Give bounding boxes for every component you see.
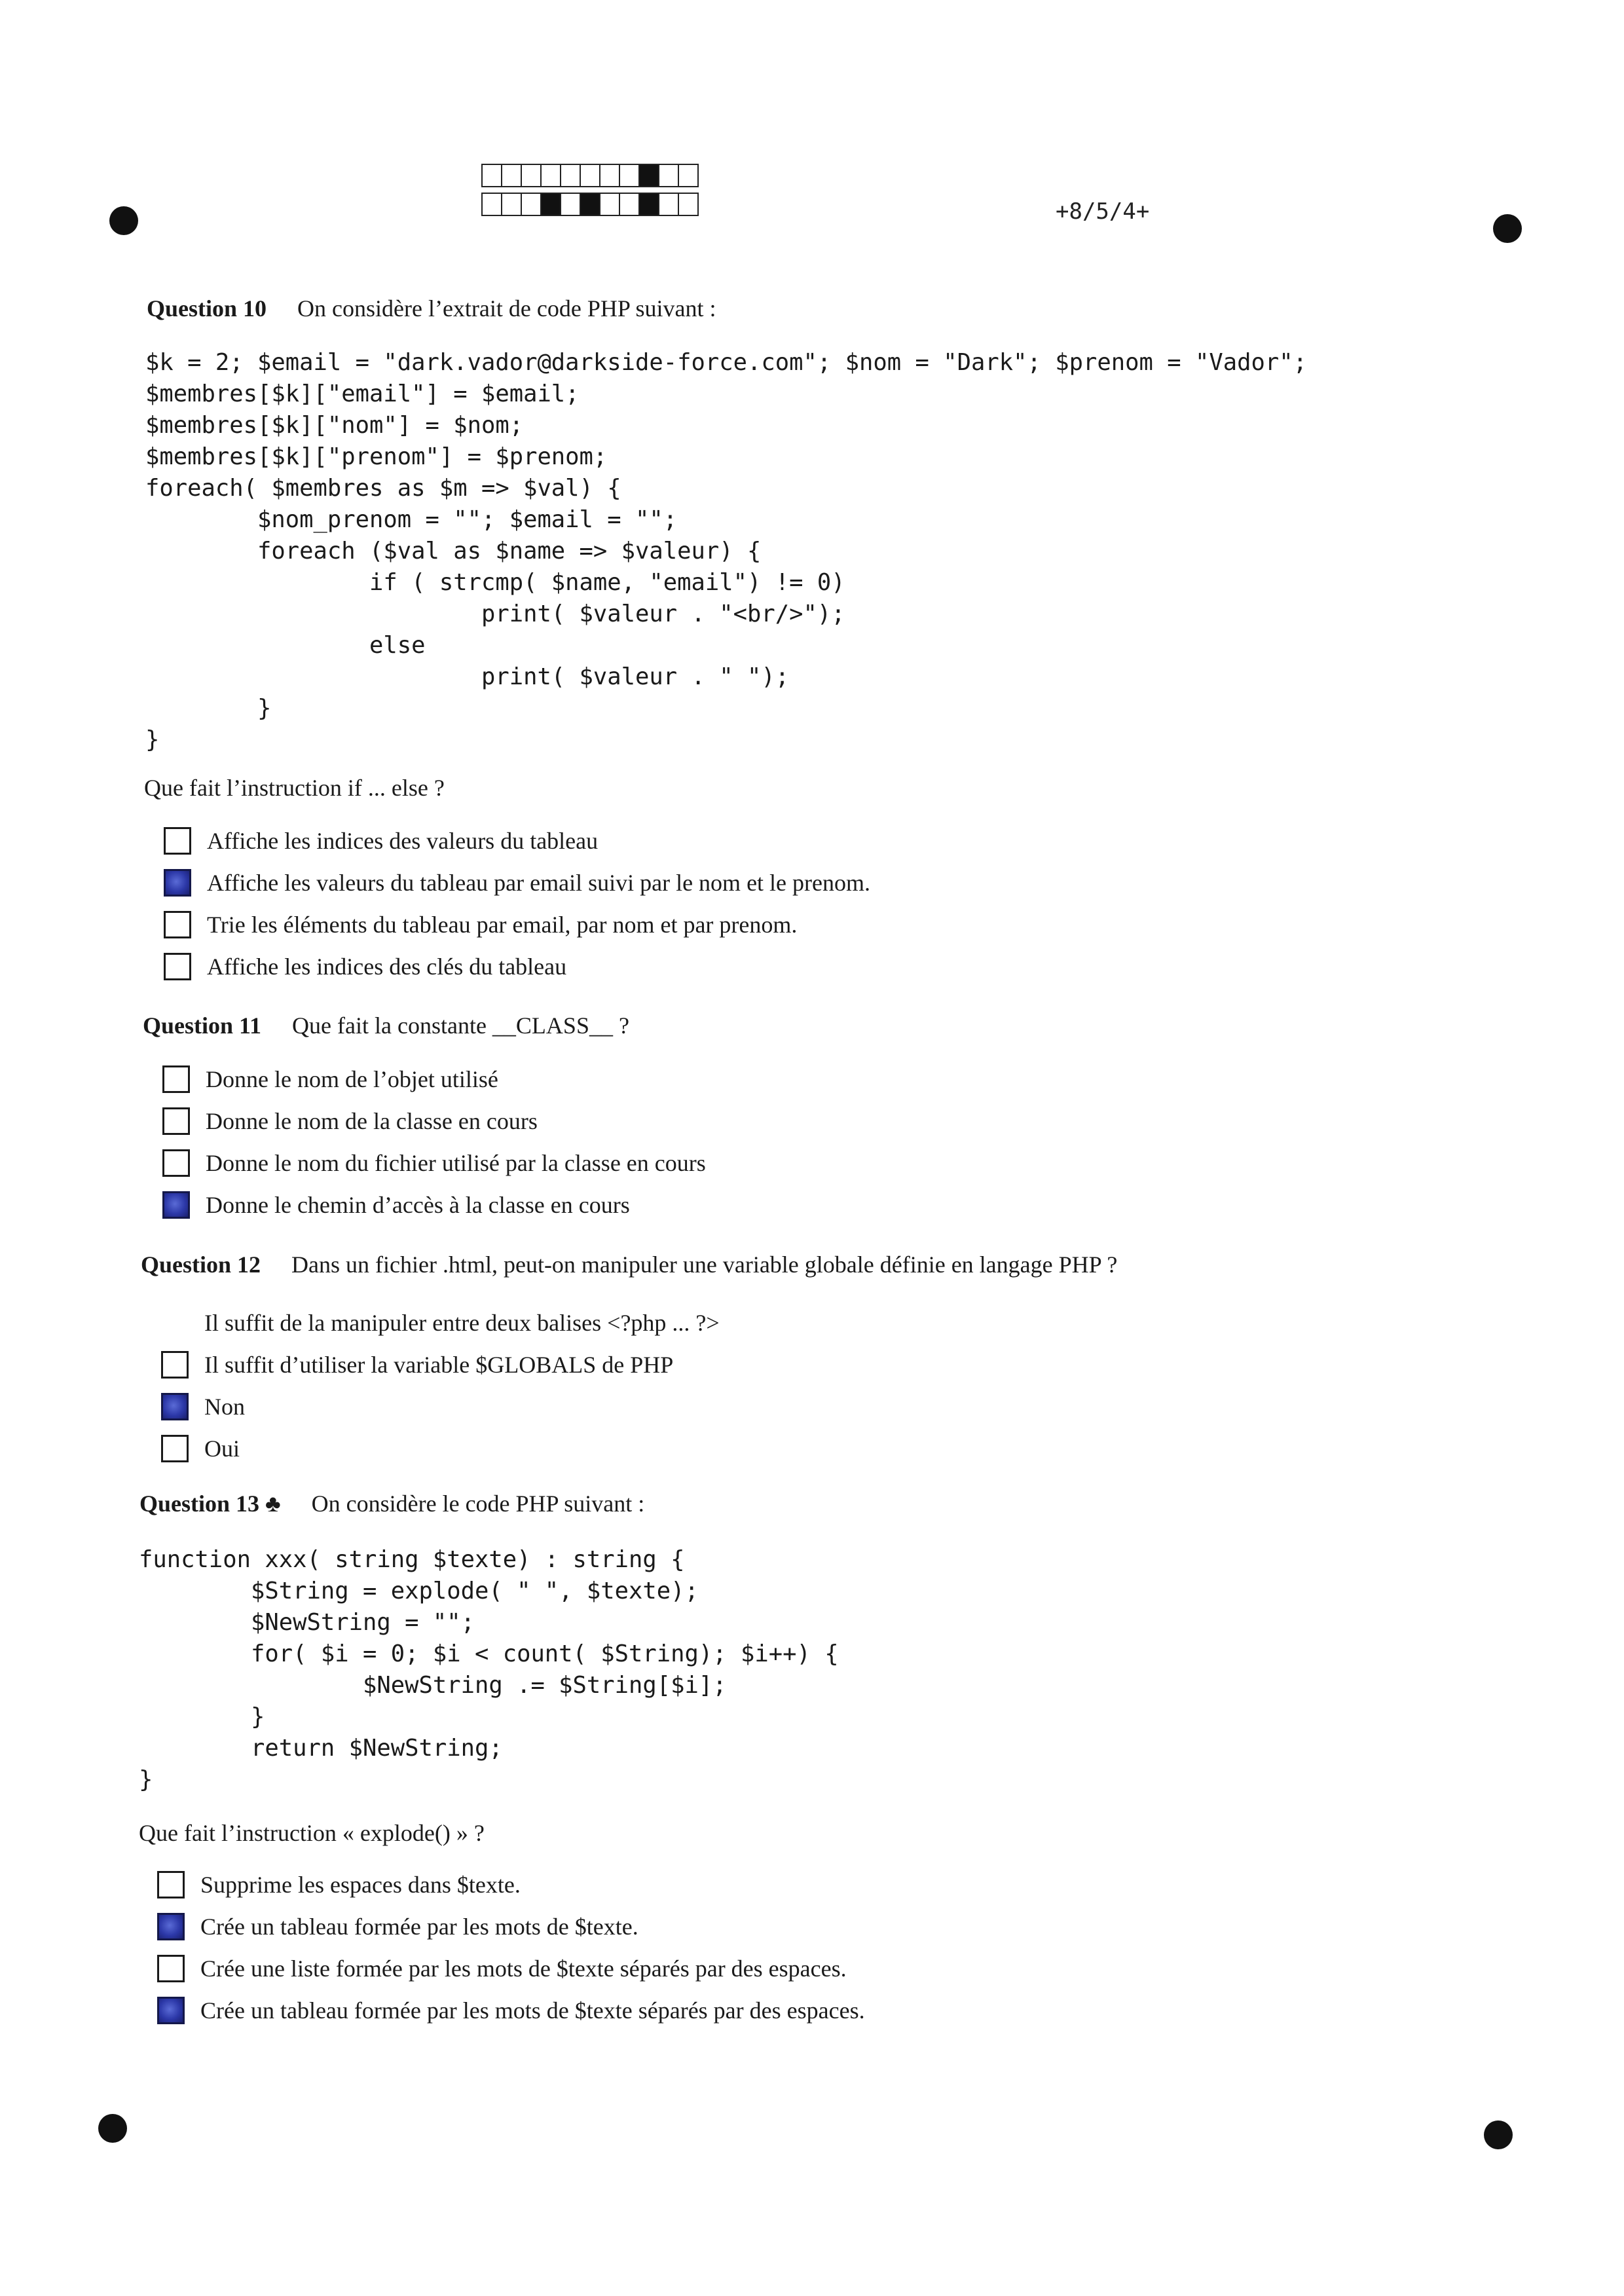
- checkbox[interactable]: [162, 1065, 190, 1093]
- grid-cell-empty: [658, 164, 679, 187]
- answer-options: [157, 1864, 865, 2031]
- checkbox[interactable]: [161, 1351, 189, 1379]
- registration-mark-top-left: [109, 206, 138, 235]
- option-label: Il suffit de la manipuler entre deux balises <?php ... ?>: [204, 1310, 720, 1336]
- option-label: Supprime les espaces dans $texte.: [200, 1872, 521, 1898]
- question-13-header: [139, 1490, 644, 1517]
- question-prompt: Que fait l’instruction if ... else ?: [144, 775, 445, 801]
- grid-cell-empty: [599, 164, 620, 187]
- grid-cell-empty: [560, 164, 581, 187]
- grid-cell-empty: [521, 164, 542, 187]
- option-label: Non: [204, 1394, 245, 1420]
- question-11-header: [143, 1012, 629, 1039]
- answer-option: [164, 862, 870, 904]
- php-code-block: function xxx( string $texte) : string { $String = explode( " ", $texte); $NewString = ""; for( $i = 0; $i < count( $String); $i++) { $NewString .= $String[$i]; } return $NewString; }: [139, 1546, 839, 1793]
- grid-cell-empty: [619, 193, 640, 216]
- page-code: +8/5/4+: [1056, 198, 1150, 225]
- grid-cell-empty: [481, 164, 502, 187]
- answer-options: [161, 1302, 720, 1470]
- grid-cell-empty: [678, 164, 699, 187]
- option-label: Crée une liste formée par les mots de $texte séparés par des espaces.: [200, 1955, 847, 1982]
- answer-option: [164, 904, 870, 946]
- answer-option: [162, 1058, 706, 1100]
- option-label: Affiche les indices des valeurs du tableau: [207, 828, 599, 854]
- grid-cell-filled: [540, 193, 561, 216]
- checkbox[interactable]: [164, 911, 191, 938]
- checkbox-checked[interactable]: [162, 1191, 190, 1219]
- answer-option: [161, 1428, 720, 1470]
- question-10-header: [147, 295, 716, 322]
- grid-cell-empty: [501, 164, 522, 187]
- checkbox-checked[interactable]: [161, 1393, 189, 1420]
- option-label: Crée un tableau formée par les mots de $texte.: [200, 1914, 638, 1940]
- grid-cell-empty: [580, 164, 600, 187]
- answer-options: [162, 1058, 706, 1226]
- checkbox-checked[interactable]: [157, 1997, 185, 2024]
- identification-grid: [481, 164, 699, 221]
- php-code-block: $k = 2; $email = "dark.vador@darkside-force.com"; $nom = "Dark"; $prenom = "Vador"; $membres[$k]["email"] = $email; $membres[$k]["nom"] = $nom; $membres[$k]["prenom"] = $prenom; foreach( $membres as $m => $val) { $nom_prenom = ""; $email = ""; foreach ($val as $name => $valeur) { if ( strcmp( $name, "email") != 0) print( $valeur . "<br/>"); else print( $valeur . " "); } }: [145, 349, 1307, 753]
- registration-mark-bottom-right: [1484, 2120, 1513, 2149]
- question-number: Question 11: [143, 1012, 262, 1039]
- question-number: Question 10: [147, 295, 267, 322]
- answer-option: [162, 1100, 706, 1142]
- option-label: Donne le nom du fichier utilisé par la classe en cours: [206, 1150, 706, 1176]
- registration-mark-top-right: [1493, 214, 1522, 243]
- checkbox[interactable]: [161, 1435, 189, 1462]
- answer-options: [164, 820, 870, 988]
- grid-cell-empty: [560, 193, 581, 216]
- answer-option: [157, 1990, 865, 2031]
- grid-cell-empty: [599, 193, 620, 216]
- answer-option: [161, 1344, 720, 1386]
- option-label: Trie les éléments du tableau par email, par nom et par prenom.: [207, 912, 798, 938]
- checkbox[interactable]: [157, 1871, 185, 1898]
- grid-cell-empty: [678, 193, 699, 216]
- checkbox[interactable]: [162, 1149, 190, 1177]
- question-12-header: [141, 1251, 1117, 1278]
- question-text: On considère l’extrait de code PHP suivant :: [297, 295, 716, 322]
- grid-cell-filled: [638, 193, 659, 216]
- option-label: Crée un tableau formée par les mots de $texte séparés par des espaces.: [200, 1997, 865, 2024]
- grid-cell-empty: [619, 164, 640, 187]
- grid-cell-empty: [658, 193, 679, 216]
- grid-cell-empty: [540, 164, 561, 187]
- checkbox-checked[interactable]: [157, 1913, 185, 1940]
- grid-cell-filled: [580, 193, 600, 216]
- answer-option: [157, 1948, 865, 1990]
- answer-option: [161, 1302, 720, 1344]
- question-text: Que fait la constante __CLASS__ ?: [292, 1012, 629, 1039]
- option-label: Affiche les indices des clés du tableau: [207, 954, 567, 980]
- grid-row: [481, 164, 699, 190]
- checkbox-checked[interactable]: [164, 869, 191, 897]
- checkbox[interactable]: [164, 827, 191, 855]
- option-label: Oui: [204, 1435, 240, 1462]
- grid-row: [481, 193, 699, 219]
- option-label: Donne le nom de la classe en cours: [206, 1108, 538, 1134]
- answer-option: [157, 1864, 865, 1906]
- option-label: Donne le chemin d’accès à la classe en cours: [206, 1192, 630, 1218]
- question-number: Question 13 ♣: [139, 1491, 281, 1517]
- grid-cell-empty: [481, 193, 502, 216]
- checkbox[interactable]: [162, 1107, 190, 1135]
- grid-cell-filled: [638, 164, 659, 187]
- answer-option: [164, 946, 870, 988]
- checkbox[interactable]: [157, 1955, 185, 1982]
- answer-option: [157, 1906, 865, 1948]
- answer-option: [162, 1142, 706, 1184]
- option-label: Il suffit d’utiliser la variable $GLOBALS de PHP: [204, 1352, 674, 1378]
- answer-option: [164, 820, 870, 862]
- answer-option: [161, 1386, 720, 1428]
- question-text: Dans un fichier .html, peut-on manipuler une variable globale définie en langage PHP ?: [291, 1251, 1118, 1278]
- option-label: Affiche les valeurs du tableau par email suivi par le nom et le prenom.: [207, 870, 870, 896]
- question-prompt: Que fait l’instruction « explode() » ?: [139, 1820, 485, 1846]
- checkbox[interactable]: [164, 953, 191, 980]
- question-number: Question 12: [141, 1251, 261, 1278]
- checkbox: [161, 1309, 189, 1337]
- grid-cell-empty: [501, 193, 522, 216]
- grid-cell-empty: [521, 193, 542, 216]
- answer-option: [162, 1184, 706, 1226]
- question-text: On considère le code PHP suivant :: [311, 1491, 645, 1517]
- option-label: Donne le nom de l’objet utilisé: [206, 1066, 498, 1092]
- registration-mark-bottom-left: [98, 2114, 127, 2143]
